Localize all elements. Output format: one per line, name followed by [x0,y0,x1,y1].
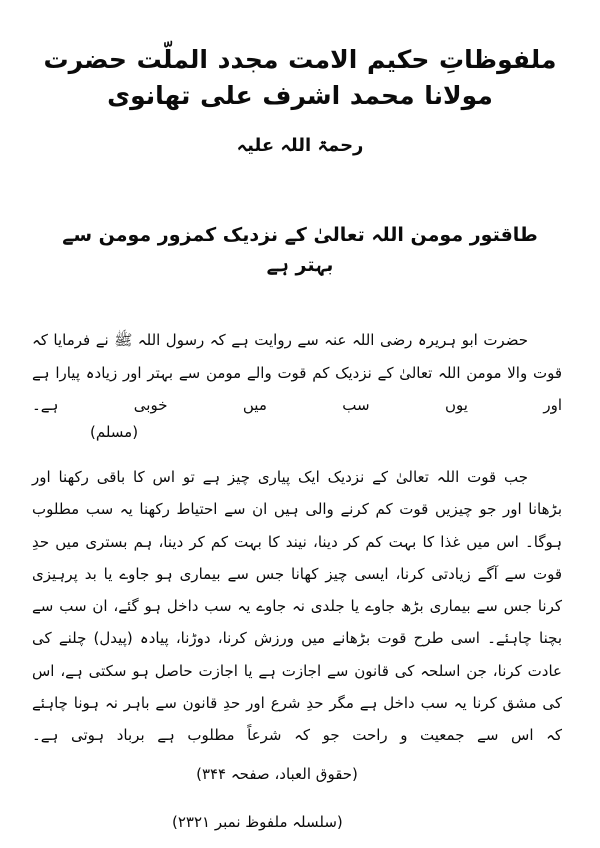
commentary-paragraph: جب قوت اللہ تعالیٰ کے نزدیک ایک پیاری چیز ہے تو اس کا باقی رکھنا اور بڑھانا اور جو چیزیں قوت کم کرنے والی ہیں ان سے احتیاط رکھنا یہ سب مطلوب ہوگا۔ اس میں غذا کا بہت کم کر دینا، نیند کا بہت کم کر دینا، ہم بستری میں حدِ قوت سے آگے زیادتی کرنا، ایسی چیز کھانا جس سے بیماری ہو جاوے یا بد پرہیزی کرنا جس سے بیماری بڑھ جاوے یا جلدی نہ جاوے یہ سب داخل ہو گئے، ان سب سے بچنا چاہئے۔ اسی طرح قوت بڑھانے میں ورزش کرنا، دوڑنا، پیادہ (پیدل) چلنے کی عادت کرنا، جن اسلحہ کی قانون سے اجازت ہے یا اجازت حاصل ہو سکتی ہے، اس کی مشق کرنا یہ سب داخل ہے مگر حدِ شرع اور حدِ قانون سے باہر نہ ہونا چاہئے کہ اس سے جمعیت و راحت جو کہ شرعاً مطلوب ہے برباد ہوتی ہے۔ [32,468,562,745]
title-honorific: رحمۃ اللہ علیہ [236,134,364,156]
hadith-paragraph: حضرت ابو ہریرہ رضی اللہ عنہ سے روایت ہے کہ رسول اللہ ﷺ نے فرمایا کہ قوت والا مومن اللہ تعالیٰ کے نزدیک کم قوت والے مومن سے بہتر اور زیادہ پیارا ہے اور یوں سب میں خوبی ہے۔ [32,331,562,414]
paragraph-spacer [32,441,562,461]
body-content [0,324,600,831]
book-citation: (حقوق العباد، صفحہ ۳۴۴) [196,765,358,784]
section-heading: طاقتور مومن اللہ تعالیٰ کے نزدیک کمزور مومن سے بہتر ہے [62,223,538,276]
page-title: ملفوظاتِ حکیم الامت مجدد الملّت حضرت مولانا محمد اشرف علی تھانوی [43,45,557,111]
title-block [0,42,600,156]
hadith-source-reference: (مسلم) [90,423,139,442]
malfuz-series-number: (سلسلہ ملفوظ نمبر ۲۳۲۱) [172,813,343,832]
